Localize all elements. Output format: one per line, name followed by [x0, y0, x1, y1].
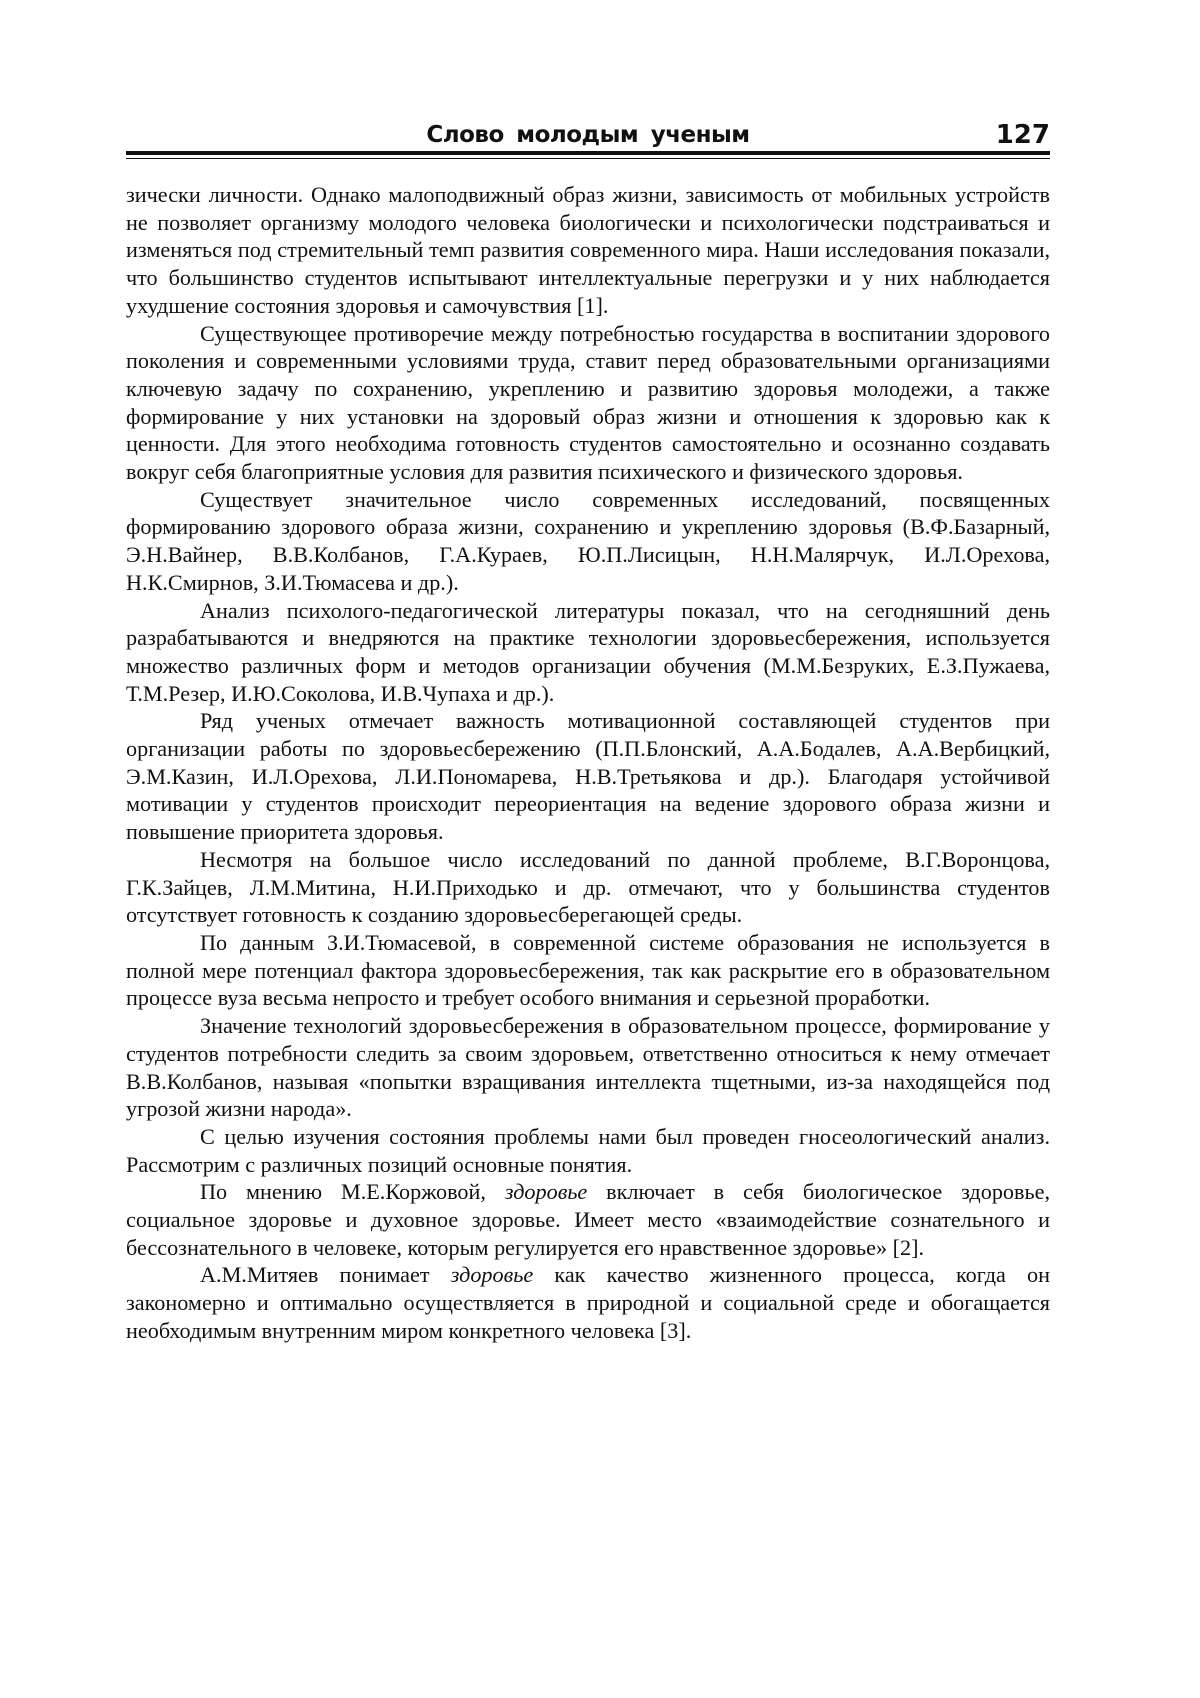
paragraph: По данным З.И.Тюмасевой, в современной системе образования не используется в полной мере потенциал фактора здоровьесбережения, так как раскрытие его в образовательном процессе вуза весьма непросто и требует особого внимания и серьезной проработки. — [126, 929, 1050, 1011]
paragraph: Существующее противоречие между потребностью государства в воспитании здорового поколения и современными условиями труда, ставит перед образовательными организациями ключевую задачу по сохранению, укреплению и развитию здоровья молодежи, а также формирование у них установки на здоровый образ жизни и отношения к здоровью как к ценности. Для этого необходима готовность студентов самостоятельно и осознанно создавать вокруг себя благоприятные условия для развития психического и физического здоровья. — [126, 320, 1050, 485]
paragraph: зически личности. Однако малоподвижный образ жизни, зависимость от мобильных устройств не позволяет организму молодого человека биологически и психологически подстраиваться и изменяться под стремительный темп развития современного мира. Наши исследования показали, что большинство студентов испытывают интеллектуальные перегрузки и у них наблюдается ухудшение состояния здоровья и самочувствия [1]. — [126, 182, 1050, 318]
article-body — [126, 181, 1050, 1345]
running-title: Слово молодым ученым — [426, 122, 750, 148]
page-number: 127 — [995, 120, 1050, 150]
italic-term: здоровье — [450, 1262, 534, 1288]
header-rule-thin — [126, 158, 1050, 159]
paragraph: Ряд ученых отмечает важность мотивационной составляющей студентов при организации работы по здоровьесбережению (П.П.Блонский, А.А.Бодалев, А.А.Вербицкий, Э.М.Казин, И.Л.Орехова, Л.И.Пономарева, Н.В.Третьякова и др.). Благодаря устойчивой мотивации у студентов происходит переориентация на ведение здорового образа жизни и повышение приоритета здоровья. — [126, 708, 1050, 845]
paragraph — [126, 1261, 1050, 1344]
paragraph — [126, 1178, 1050, 1261]
paragraph-text: как качество жизненного процесса, когда он закономерно и оптимально осуществляется в природной и социальной среде и обогащается необходимым внутренним миром конкретного человека [3]. — [126, 1262, 1050, 1343]
header-rule-thick — [126, 151, 1050, 155]
paragraph: Анализ психолого-педагогической литературы показал, что на сегодняшний день разрабатываются и внедряются на практике технологии здоровьесбережения, используется множество различных форм и методов организации обучения (М.М.Безруких, Е.З.Пужаева, Т.М.Резер, И.Ю.Соколова, И.В.Чупаха и др.). — [126, 597, 1050, 706]
paragraph-text: По мнению М.Е.Коржовой, — [200, 1179, 505, 1205]
paragraph: Значение технологий здоровьесбережения в образовательном процессе, формирование у студентов потребности следить за своим здоровьем, ответственно относиться к нему отмечает В.В.Колбанов, называя «попытки взращивания интеллекта тщетными, из-за находящейся под угрозой жизни народа». — [126, 1013, 1050, 1122]
paragraph: Существует значительное число современных исследований, посвященных формированию здорового образа жизни, сохранению и укреплению здоровья (В.Ф.Базарный, Э.Н.Вайнер, В.В.Колбанов, Г.А.Кураев, Ю.П.Лисицын, Н.Н.Малярчук, И.Л.Орехова, Н.К.Смирнов, З.И.Тюмасева и др.). — [126, 486, 1050, 595]
running-header — [126, 120, 1050, 154]
paragraph-text: А.М.Митяев понимает — [200, 1262, 451, 1288]
paragraph: С целью изучения состояния проблемы нами был проведен гносеологический анализ. Рассмотрим с различных позиций основные понятия. — [126, 1123, 1050, 1177]
paragraph: Несмотря на большое число исследований по данной проблеме, В.Г.Воронцова, Г.К.Зайцев, Л.М.Митина, Н.И.Приходько и др. отмечают, что у большинства студентов отсутствует готовность к созданию здоровьесберегающей среды. — [126, 846, 1050, 928]
paragraph-text: включает в себя биологическое здоровье, социальное здоровье и духовное здоровье. Имеет место «взаимодействие сознательного и бессознательного в человеке, которым регулируется его нравственное здоровье» [2]. — [126, 1179, 1050, 1260]
italic-term: здоровье — [504, 1179, 588, 1205]
